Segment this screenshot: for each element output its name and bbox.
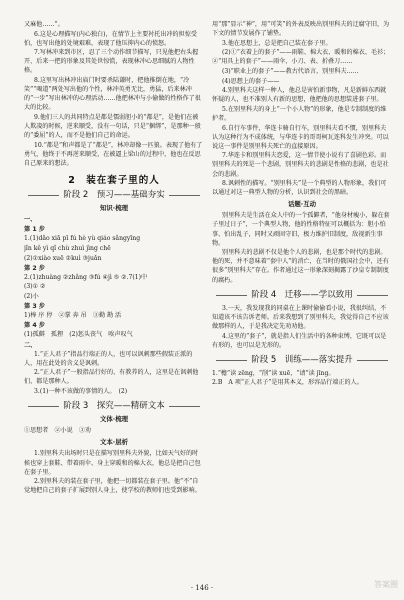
text-line: 2.(1)zhuàng ②zhǎng ③fú ④jì ⑤ ②.7(1)中	[24, 273, 148, 281]
section-subtitle: 文本·层析	[100, 438, 128, 447]
step-label: 第 3 步	[24, 303, 45, 311]
step-label: 第 2 步	[24, 264, 45, 272]
heading-rule	[216, 360, 247, 361]
text-line: 8.这里写出林冲出庙门时要杀陆谦时，把他推倒在地，“冷笑”“喝道”两处写出他的个性，林冲英勇无比，勇猛，后来林冲的“一步”写出林冲的心理活动……他把林冲与小偷做的性格作了很大的比较。	[24, 77, 201, 112]
text-line: 用“那”显示“神”，用“可笑”的外表反映出别里科夫的迂腐守旧，为下文的情节发展作了铺垫。	[212, 21, 390, 38]
left-column	[24, 20, 204, 568]
text-line: 6.这是心理描写(内心独白)，在情节上主要衬托出冲的担惊受怕，也写出他的处境艰难，表现了他压抑内心的愤怒。	[24, 30, 197, 47]
heading-rule	[169, 406, 200, 407]
stage-label: 阶段 5 训练——落实提升	[251, 354, 353, 365]
text-line: 3.一天，我发现我的同桌在上课时偷偷看小说，我很纠结，不知道该不该告诉老师。后来我想到了别里科夫，我觉得自己不应该做那样的人，于是我决定先劝劝他。	[212, 304, 389, 330]
text-line: 6.自行车事件，华连卡骑自行车，别里科夫看不惯，别里科夫认为这种行为不成体统，与华连卡的哥哥柯瓦连科发生冲突。可以说这一事件是别里科夫死亡的直接原因。	[212, 124, 389, 150]
text-line: 10.“都是”和声都是了“都是”，林冲却像一匹狼。表现了他有了勇气，他终于不再逆来顺受，在被逼上梁山的过程中，他也在反思自己原来的想法。	[24, 141, 203, 167]
watermark: 答案圈	[374, 580, 398, 589]
text-line: (2)小	[24, 293, 39, 301]
text-line: 7.写林冲来到市区，忍了三个动作细节描写，只见他把右头握开，后来一把的形象及其处世惊慌，表现林冲心思细腻的人物性格。	[24, 49, 199, 75]
text-line: (3)① ②	[24, 283, 46, 291]
text-line: 2.别里科夫的装在套子里，他把一切都装在套子里。他“不”自觉地把自己的套子扩展到别人身上，使学校的教师们也受到影响。	[24, 478, 201, 495]
text-line: 7.华连卡和别里科夫恋爱，这一情节使小说有了喜剧色彩。而别里科夫的死是一个悲剧，别里科夫的悲剧是性格的悲剧，也是社会的悲剧。	[212, 152, 389, 178]
heading-rule	[357, 360, 388, 361]
text-line: (2)①xiào xuē ②kuì ③juǎn	[24, 254, 102, 262]
text-line: 1.(1)dǎo xiā pī fú hè yù qiáo sǎngyīng	[24, 235, 141, 243]
text-line: 3.他在思想上，总是把自己装在套子里。	[222, 39, 332, 47]
heading-rule	[357, 295, 388, 296]
text-line: 1.“正人君子”指品行端正的人，也可以讽刺那些假装正派的人，用在此处的含义是讽刺。	[24, 350, 193, 367]
text-line: ①思想者 ②小说 ③劝	[24, 427, 92, 435]
text-line: 4.这里的“套子”，就是指人们生活中的各种束缚，它既可以是有形的，也可以是无形的。	[212, 332, 387, 349]
stage-label: 阶段 4 迁移——学以致用	[251, 289, 353, 300]
text-line: 3.(1)一种不该做的事情的人。 (2)	[34, 387, 128, 395]
text-line: 1.别里科夫出场时只是在描写别里科夫外貌，比如天气好的时候也穿上套鞋、带着雨伞、身上穿暖和的棉大衣，他总是把自己包在套子里。	[24, 450, 201, 476]
stage-heading	[212, 291, 392, 300]
text-line: 1)棒 序 停 ②掌 奔 吊 ③勤 勘 活	[24, 312, 122, 320]
text-line: 别里科夫的悲剧不仅是他个人的悲剧，也是那个时代的悲剧。他的死，并不意味着“套中人”的消亡，在当时的俄国社会中，还有很多“别里科夫”存在。作者通过这一形象深刻揭露了沙皇专制制度的腐朽。	[212, 249, 389, 284]
step-label: 第 4 步	[24, 321, 45, 329]
section-subtitle: 知识·梳理	[100, 204, 128, 213]
text-line: 5.在别里科夫的身上“一个小人物”的形象，他是专制制度的维护者。	[212, 105, 387, 122]
text-line: (3)“职业上的套子”——教古代语言，别里科夫……	[222, 67, 359, 75]
heading-rule	[216, 295, 247, 296]
section-subtitle: 话题·互动	[288, 200, 316, 209]
text-line: (4)思想上的套子——	[222, 77, 280, 85]
text-line: jǐn kě yì qǐ chù zhuì jìng chē	[24, 245, 111, 253]
step-label: 第 1 步	[24, 226, 45, 234]
text-line: 9.他们三人的共同特点是都是懦弱胆小的“都是”，是他们在被人欺凌的时候，逆来顺受，没有一句话，只是“捆绑”，是那种一般的“委屈”的人，而不是他们自己的命运。	[24, 113, 201, 140]
right-column	[212, 20, 392, 568]
stage-heading	[24, 402, 204, 411]
page-number: · 146 ·	[190, 584, 214, 592]
heading-rule	[169, 195, 200, 196]
part-label: 二、	[24, 341, 37, 349]
text-line: (2)①“衣着上的套子”——雨鞋、棉大衣、暖和的棉衣、毛衫；②“用具上的套子”——雨伞、小刀、表、折叠刀……	[212, 49, 390, 66]
text-line: 2.B A 项“正人君子”是用其本义，形容品行端正的人。	[212, 379, 363, 387]
text-line: 1.“檐”读 zēng，“削”读 xuē，“请”读 jīng。	[212, 369, 335, 377]
text-line: 别里科夫是生活在众人中的一个孤僻者，“他身材瘦小，躲在套子里过日子”，一个典型人物，他的性格特征可以概括为：胆小怕事、怕出乱子，同时又顽固守旧，极力维护旧制度，敌视新生事物。	[212, 212, 390, 247]
chapter-title: 2 装在套子里的人	[68, 175, 160, 186]
text-line: 8.讽刺性的描写。“别里科夫”是一个典型的人物形象，我们可以通过对这一典型人物的分析，认识到社会的黑暗。	[212, 180, 387, 197]
stage-heading	[212, 356, 392, 365]
text-line: 2.“正人君子”一般指品行好的、有教养的人，这里是在讽刺他们，都是那种人。	[24, 369, 199, 386]
heading-rule	[28, 195, 59, 196]
stage-heading	[24, 191, 204, 200]
text-line: (1)孤僻 孤狸 (2)惩头丧气 唉声叹气	[24, 331, 133, 339]
stage-label: 阶段 2 预习——基础夯实	[63, 190, 165, 201]
text-line: 又麻他……”。	[24, 21, 64, 28]
stage-label: 阶段 3 探究——精研文本	[63, 401, 165, 412]
heading-rule	[28, 406, 59, 407]
text-line: 4.别里科夫这样一种人，他总是害怕新事物，凡是新鲜东西就怀疑的人，也不准别人有新的思想，他把他的思想装进套子里。	[212, 87, 387, 104]
part-label: 一、	[24, 216, 37, 224]
section-subtitle: 文体·梳理	[100, 415, 128, 424]
